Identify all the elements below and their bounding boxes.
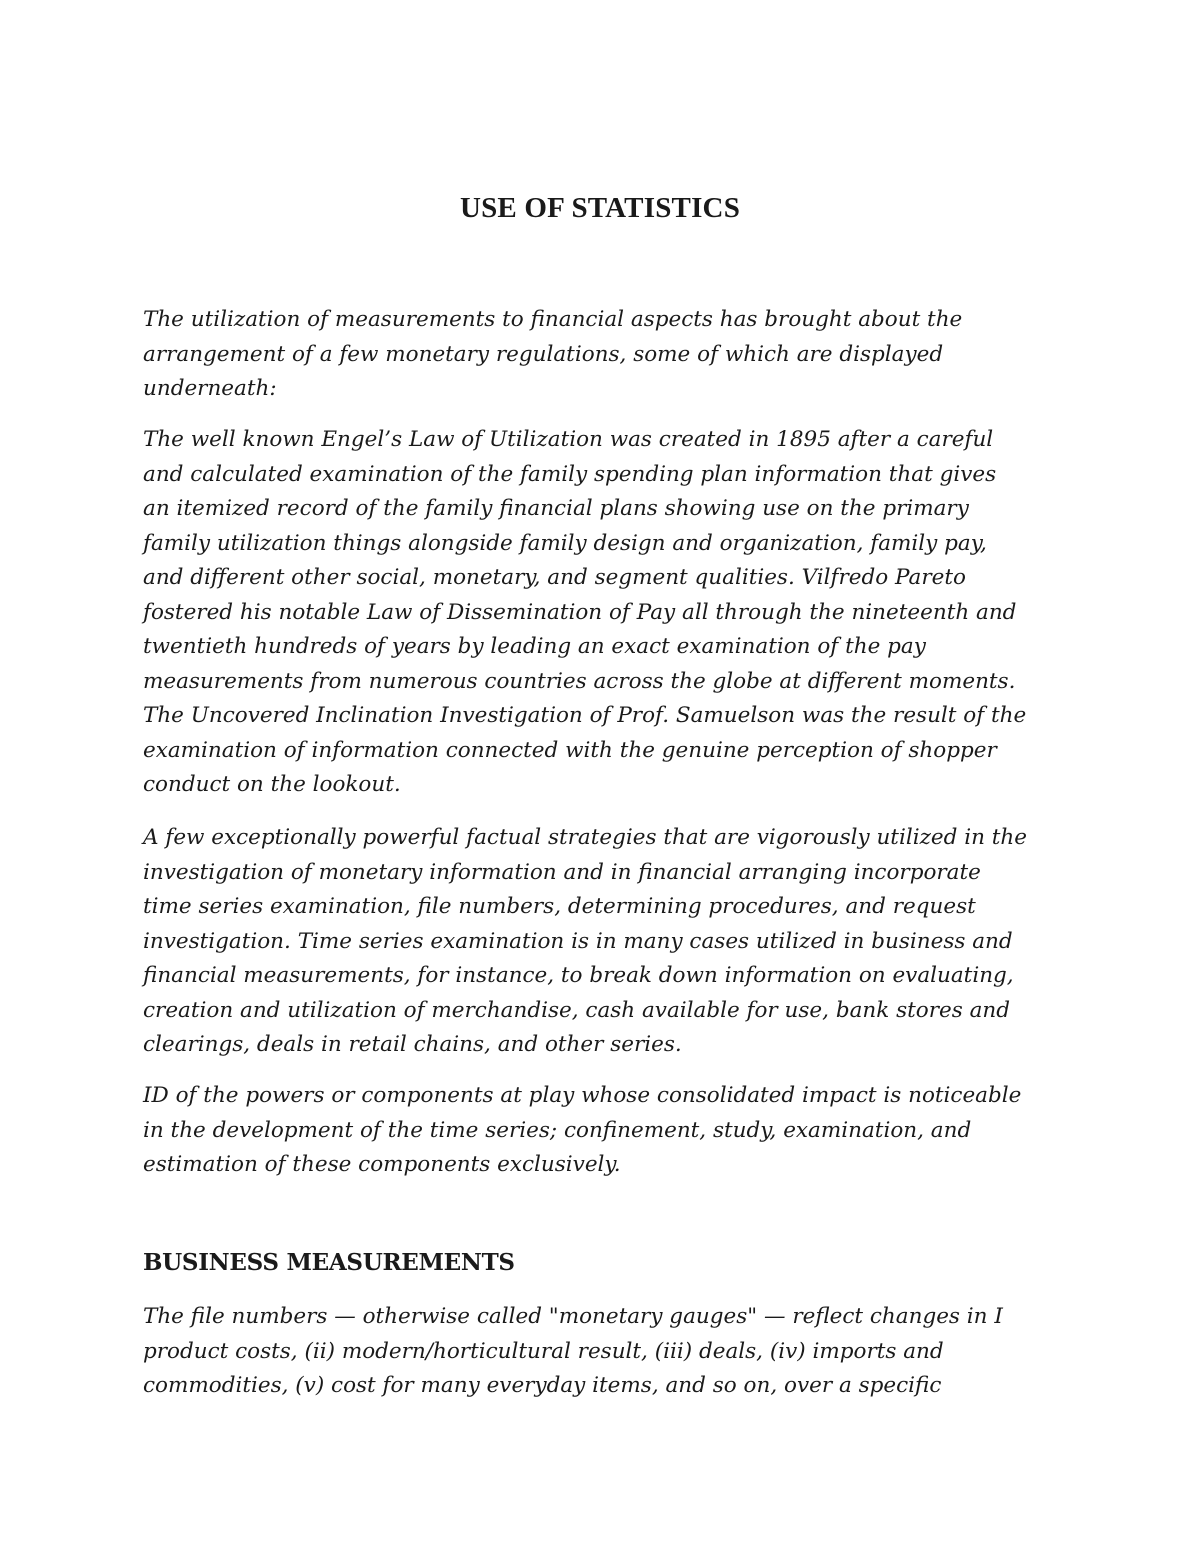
text-line: and different other social, monetary, and segment qualities. Vilfredo Pareto: [143, 565, 966, 590]
section-heading: BUSINESS MEASUREMENTS: [143, 1249, 515, 1276]
text-line: an itemized record of the family financial plans showing use on the primary: [143, 496, 969, 521]
paragraph-time-series-components: [143, 1079, 1073, 1183]
text-line: financial measurements, for instance, to break down information on evaluating,: [143, 963, 1014, 988]
document-title: USE OF STATISTICS: [459, 192, 741, 224]
text-line: family utilization things alongside family design and organization, family pay,: [143, 530, 987, 556]
text-line: creation and utilization of merchandise, cash available for use, bank stores and: [143, 997, 1011, 1023]
text-line: product costs, (ii) modern/horticultural result, (iii) deals, (iv) imports and: [143, 1338, 944, 1364]
text-line: investigation. Time series examination is in many cases utilized in business and: [143, 928, 1013, 954]
text-line: examination of information connected with the genuine perception of shopper: [143, 737, 997, 763]
text-line: arrangement of a few monetary regulations, some of which are displayed: [143, 341, 944, 367]
text-line: The utilization of measurements to financial aspects has brought about the: [143, 307, 963, 332]
paragraph-index-numbers: [143, 1300, 1073, 1404]
text-line: fostered his notable Law of Dissemination of Pay all through the nineteenth and: [143, 599, 1017, 625]
text-line: twentieth hundreds of years by leading an exact examination of the pay: [143, 634, 926, 659]
text-line: The well known Engel’s Law of Utilization was created in 1895 after a careful: [143, 427, 994, 452]
paragraph-intro: [143, 303, 1073, 407]
paragraph-statistical-strategies: [143, 821, 1073, 1063]
text-line: estimation of these components exclusively.: [143, 1152, 621, 1177]
text-line: investigation of monetary information and in financial arranging incorporate: [143, 859, 981, 885]
text-line: A few exceptionally powerful factual strategies that are vigorously utilized in the: [143, 825, 1027, 850]
text-line: conduct on the lookout.: [143, 772, 401, 797]
text-line: underneath:: [143, 376, 277, 401]
text-line: clearings, deals in retail chains, and other series.: [143, 1032, 682, 1057]
text-line: in the development of the time series; confinement, study, examination, and: [143, 1117, 972, 1143]
text-line: The Uncovered Inclination Investigation of Prof. Samuelson was the result of the: [143, 703, 1027, 728]
text-line: The file numbers — otherwise called "monetary gauges" — reflect changes in I: [143, 1304, 1003, 1329]
text-line: time series examination, file numbers, determining procedures, and request: [143, 894, 976, 919]
text-line: measurements from numerous countries across the globe at different moments.: [143, 668, 1016, 694]
text-line: commodities, (v) cost for many everyday items, and so on, over a specific: [143, 1373, 942, 1398]
text-line: and calculated examination of the family spending plan information that gives: [143, 461, 997, 487]
paragraph-engels-law: [143, 423, 1073, 803]
text-line: ID of the powers or components at play whose consolidated impact is noticeable: [143, 1083, 1022, 1108]
